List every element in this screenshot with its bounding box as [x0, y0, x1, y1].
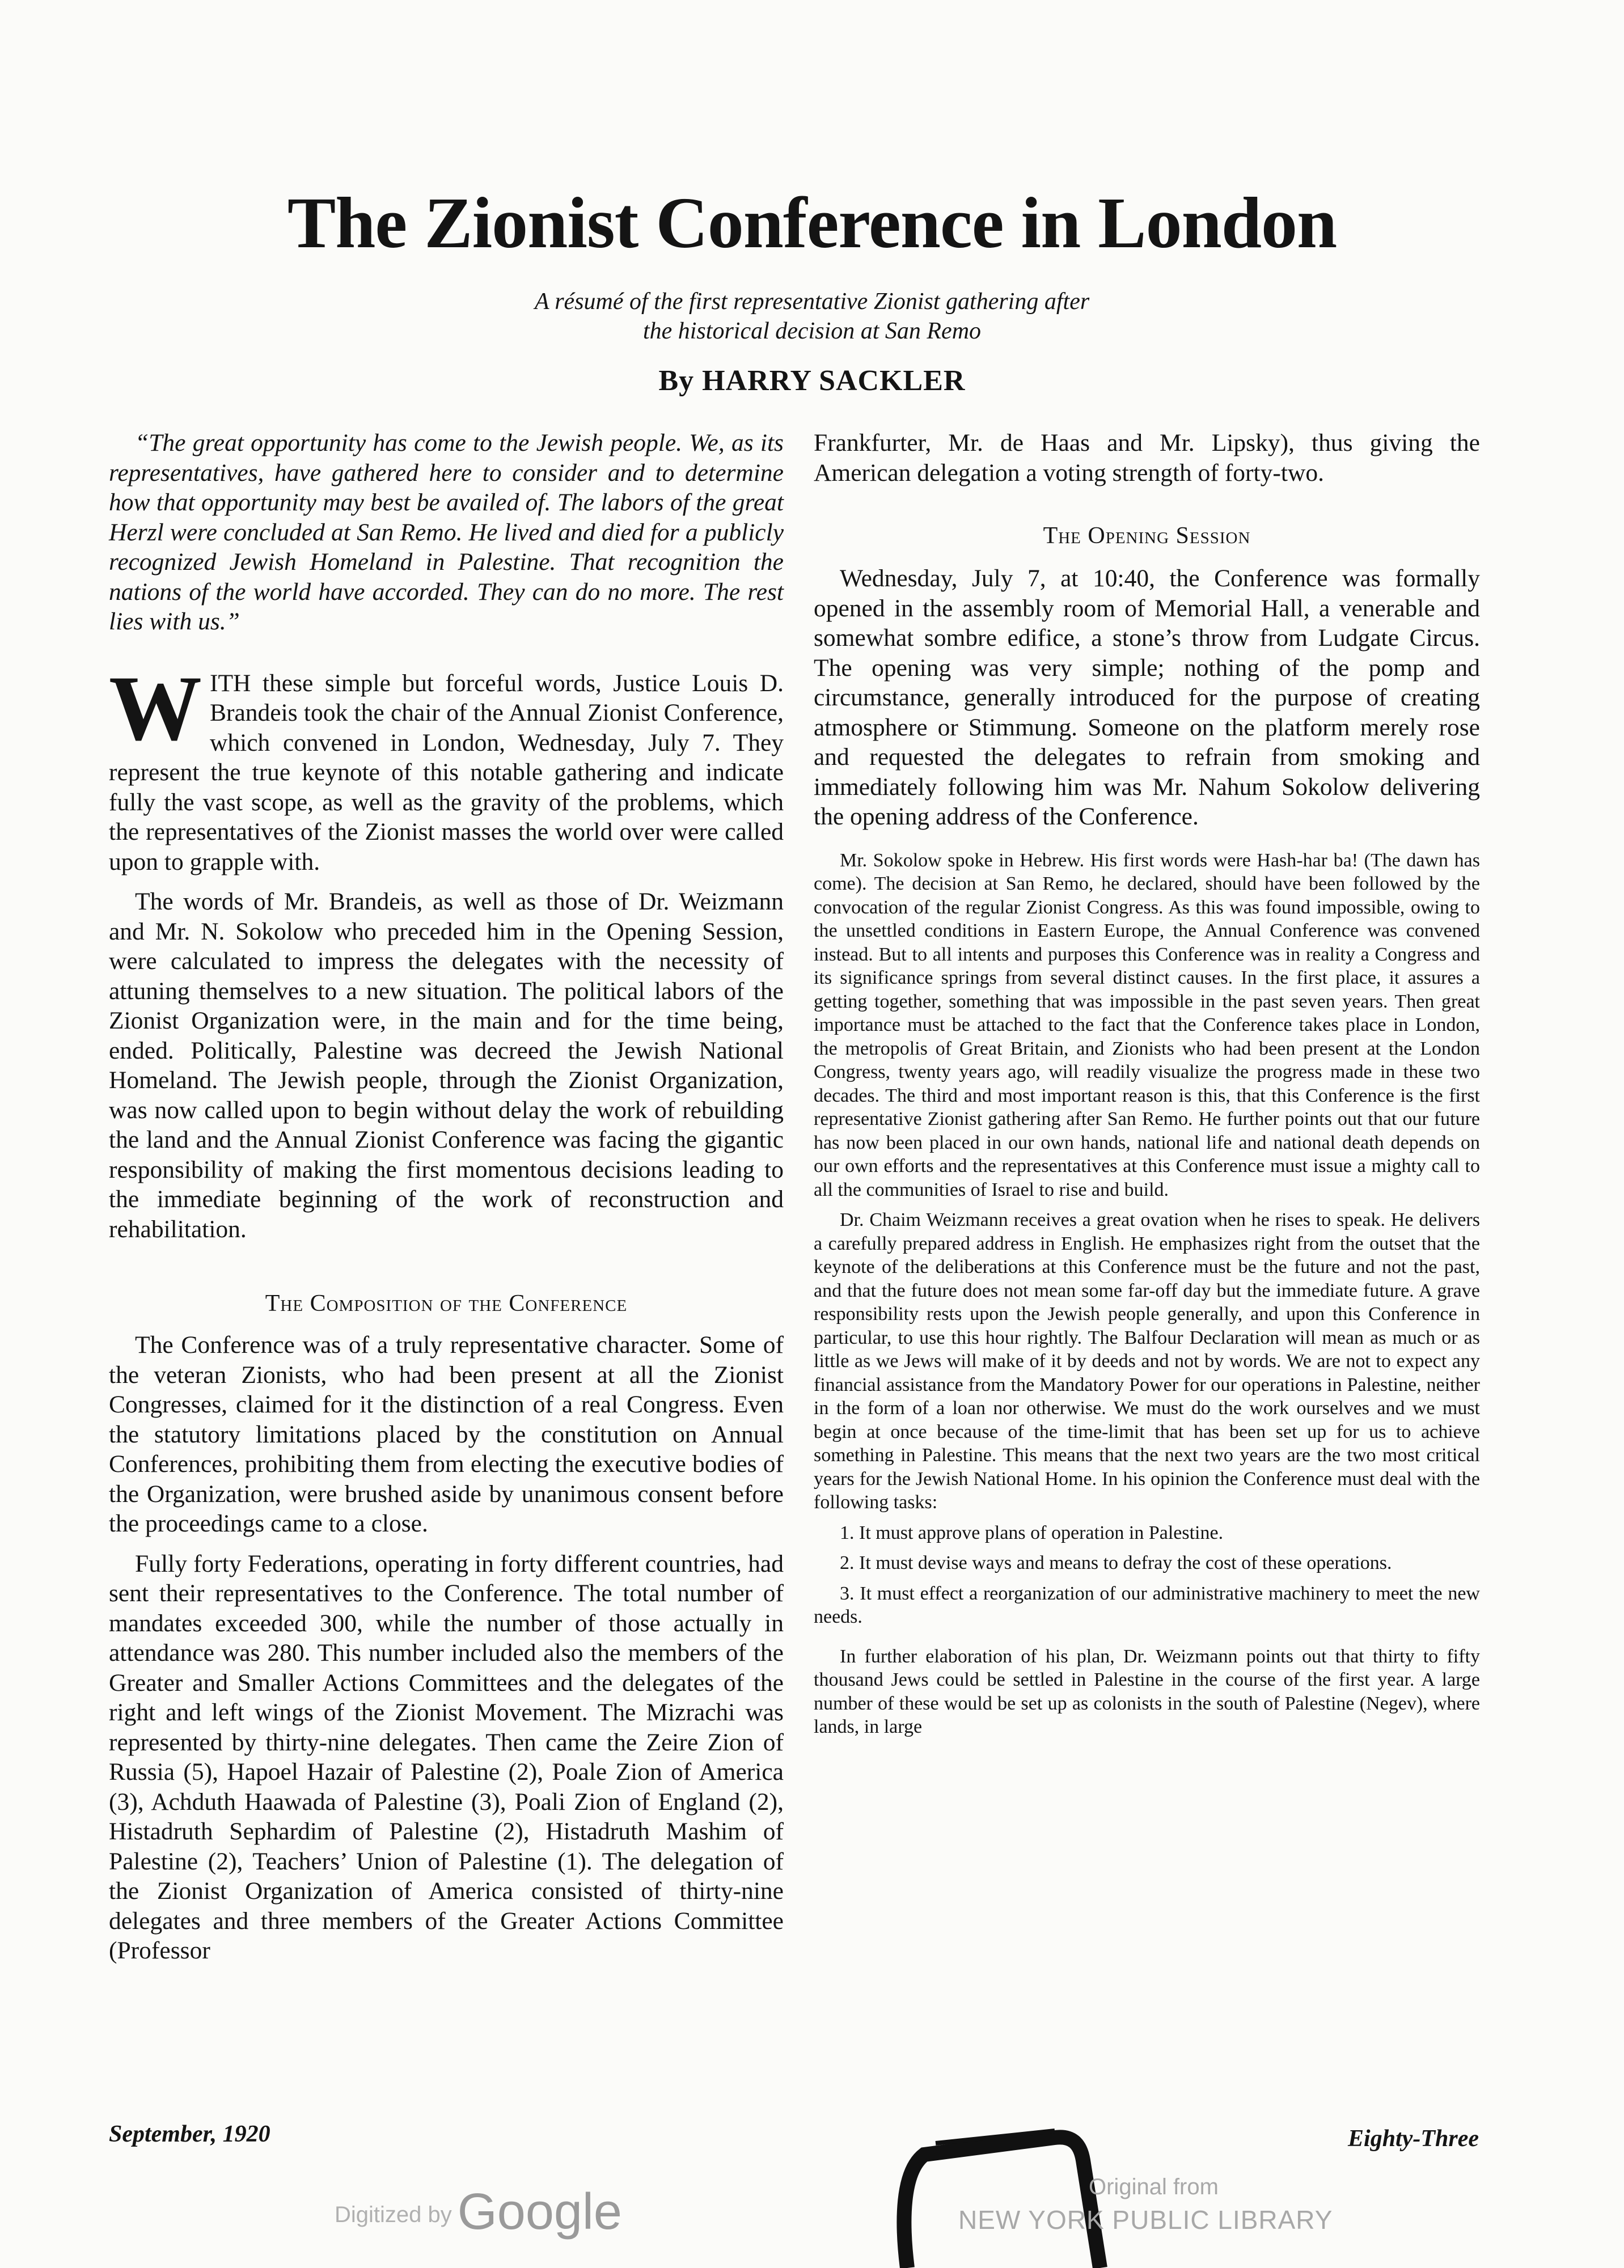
section-heading-composition: The Composition of the Conference [265, 1290, 628, 1317]
library-label: NEW YORK PUBLIC LIBRARY [958, 2205, 1333, 2235]
article-title: The Zionist Conference in London [287, 183, 1337, 263]
byline: By HARRY SACKLER [658, 365, 966, 397]
small-paragraph: In further elaboration of his plan, Dr. Weizmann points out that thirty to fifty thousand Jews could be settled in Palestine in the course of the first year. A large number of these would be set up as colonists in the south of Palestine (Negev), where lands, in large [814, 1645, 1480, 1737]
paragraph: The words of Mr. Brandeis, as well as those of Dr. Weizmann and Mr. N. Sokolow who preceded him in the Opening Session, were calculated to impress the delegates with the necessity of attuning themselves to a new situation. The political labors of the Zionist Organization were, in the main and for the time being, ended. Politically, Palestine was decreed the Jewish National Homeland. The Jewish people, through the Zionist Organization, was now called upon to begin without delay the work of rebuilding the land and the Annual Zionist Conference was facing the gigantic responsibility of making the first momentous decisions leading to the immediate beginning of the work of reconstruction and rehabilitation. [109, 888, 784, 1243]
digitized-by-watermark [335, 2183, 622, 2241]
google-logo: Google [457, 2184, 622, 2240]
left-column [109, 428, 784, 1966]
paragraph: Wednesday, July 7, at 10:40, the Conference was formally opened in the assembly room of Memorial Hall, a venerable and somewhat sombre edifice, a stone’s throw from Ludgate Circus. The opening was very simple; nothing of the pomp and circumstance, generally introduced for the purpose of creating atmosphere or Stimmung. Someone on the platform merely rose and requested the delegates to refrain from smoking and immediately following him was Mr. Nahum Sokolow delivering the opening address of the Conference. [814, 565, 1480, 830]
paragraph: Frankfurter, Mr. de Haas and Mr. Lipsky), thus giving the American delegation a voting strength of forty-two. [814, 429, 1480, 486]
digitized-by-label: Digitized by [335, 2202, 452, 2227]
paragraph: Fully forty Federations, operating in forty different countries, had sent their representatives to the Conference. The total number of mandates exceeded 300, while the number of those actually in attendance was 280. This number included also the members of the Greater and Smaller Actions Committees and the delegates of the right and left wings of the Zionist Movement. The Mizrachi was represented by thirty-nine delegates. Then came the Zeire Zion of Russia (5), Hapoel Hazair of Palestine (2), Poale Zion of America (3), Achduth Haawada of Palestine (3), Poali Zion of England (2), Histadruth Sephardim of Palestine (2), Histadruth Mashim of Palestine (2), Teachers’ Union of Palestine (1). The delegation of the Zionist Organization of America consisted of thirty-nine delegates and three members of the Greater Actions Committee (Professor [109, 1550, 784, 1964]
subtitle-line-1: A résumé of the first representative Zionist gathering after [534, 289, 1090, 315]
issue-date: September, 1920 [109, 2121, 270, 2147]
small-paragraph: Mr. Sokolow spoke in Hebrew. His first words were Hash-har ba! (The dawn has come). The decision at San Remo, he declared, should have been followed by the convocation of the regular Zionist Congress. As this was found impossible, owing to the unsettled conditions in Eastern Europe, the Annual Conference was convened instead. But to all intents and purposes this Conference was in reality a Congress and its significance springs from several distinct causes. In the first place, it assures a getting together, something that was impossible in the past seven years. Then great importance must be attached to the fact that the Conference takes place in London, the metropolis of Great Britain, and Zionists who had been present at the London Congress, twenty years ago, will readily visualize the progress made in these two decades. The third and most important reason is this, that this Conference is the first representative Zionist gathering after San Remo. He further points out that our future has now been placed in our own hands, national life and national death depends on our own efforts and the representatives at this Conference must issue a mighty call to all the communities of Israel to rise and build. [814, 849, 1480, 1200]
article-subtitle [397, 287, 1227, 346]
subtitle-line-2: the historical decision at San Remo [642, 318, 982, 344]
original-source-watermark [958, 2170, 1333, 2236]
small-paragraph: Dr. Chaim Weizmann receives a great ovation when he rises to speak. He delivers a carefully prepared address in English. He emphasizes right from the outset that the keynote of the deliberations at this Conference must be the future and not the past, and that the future does not mean some far-off day but the immediate future. A grave responsibility rests upon the Jewish people generally, and upon this Conference in particular, to use this hour rightly. The Balfour Declaration will mean as much or as little as we Jews will make of it by deeds and not by words. We are not to expect any financial assistance from the Mandatory Power for our operations in Palestine, neither in the form of a loan nor otherwise. We must do the work ourselves and we must begin at once because of the time-limit that has been set up for us to achieve something in Palestine. This means that the next two years are the two most critical years for the Jewish National Home. In his opinion the Conference must deal with the following tasks: [814, 1209, 1480, 1513]
drop-cap: W [109, 657, 202, 760]
paragraph: The Conference was of a truly representative character. Some of the veteran Zionists, who had been present at all the Zionist Congresses, claimed for it the distinction of a real Congress. Even the statutory limitations placed by the constitution on Annual Conferences, prohibiting them from electing the executive bodies of the Organization, were brushed aside by unanimous consent before the proceedings came to a close. [109, 1331, 784, 1537]
paragraph-intro [109, 657, 784, 877]
list-item: 2. It must devise ways and means to defray the cost of these operations. [840, 1552, 1392, 1573]
list-item: 1. It must approve plans of operation in Palestine. [840, 1522, 1224, 1543]
section-heading-opening-session: The Opening Session [1043, 523, 1251, 549]
paragraph-intro-text: ITH these simple but forceful words, Justice Louis D. Brandeis took the chair of the Annual Zionist Conference, which convened in London, Wednesday, July 7. They represent the true keynote of this notable gathering and indicate fully the vast scope, as well as the gravity of the problems, which the representatives of the Zionist masses the world over were called upon to grapple with. [109, 669, 784, 875]
opening-quote: “The great opportunity has come to the Jewish people. We, as its representatives, have gathered here to consider and to determine how that opportunity may best be availed of. The labors of the great Herzl were concluded at San Remo. He lived and died for a publicly recognized Jewish Homeland in Palestine. That recognition the nations of the world have accorded. They can do no more. The rest lies with us.” [109, 429, 784, 635]
list-item: 3. It must effect a reorganization of our administrative machinery to meet the new needs. [814, 1582, 1480, 1627]
original-from-label: Original from [1089, 2174, 1219, 2199]
right-column [814, 428, 1480, 1739]
page-number: Eighty-Three [1348, 2126, 1479, 2152]
